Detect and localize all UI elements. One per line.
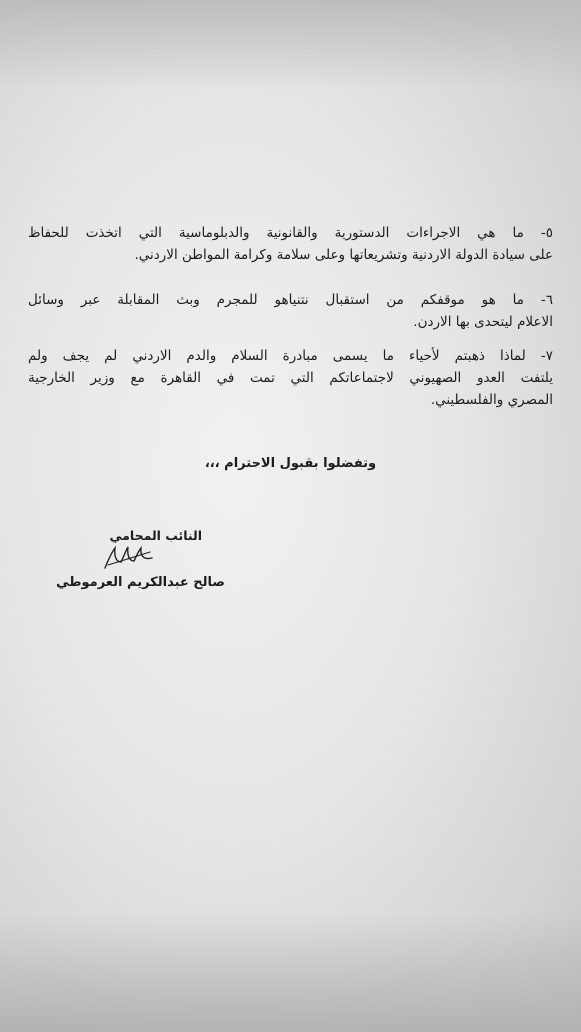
question-6 [28,289,553,333]
question-5 [28,222,553,266]
question-7-line-1: ٧- لماذا ذهبتم لأحياء ما يسمى مبادرة السلام والدم الاردني لم يجف ولم [28,348,553,364]
question-5-line-2: على سيادة الدولة الاردنية وتشريعاتها وعلى سلامة وكرامة المواطن الاردني. [134,247,553,263]
handwritten-signature [100,540,160,575]
question-5-line-1: ٥- ما هي الاجراءات الدستورية والقانونية والدبلوماسية التي اتخذت للحفاظ [28,225,553,241]
page-shadow-bottom [0,912,581,1032]
signatory-name: صالح عبدالكريم العرموطي [56,575,225,590]
question-6-line-2: الاعلام ليتحدى بها الاردن. [413,314,553,330]
page-shadow-top [0,0,581,90]
question-7 [28,345,553,411]
signatory-title: النائب المحامي [109,528,202,543]
question-7-line-2: يلتفت العدو الصهيوني لاجتماعاتكم التي تمت في القاهرة مع وزير الخارجية [28,370,553,386]
question-6-line-1: ٦- ما هو موقفكم من استقبال نتنياهو للمجرم وبث المقابلة عبر وسائل [28,292,553,308]
closing-line: وتفضلوا بقبول الاحترام ،،، [204,456,377,471]
question-7-line-3: المصري والفلسطيني. [430,392,553,408]
